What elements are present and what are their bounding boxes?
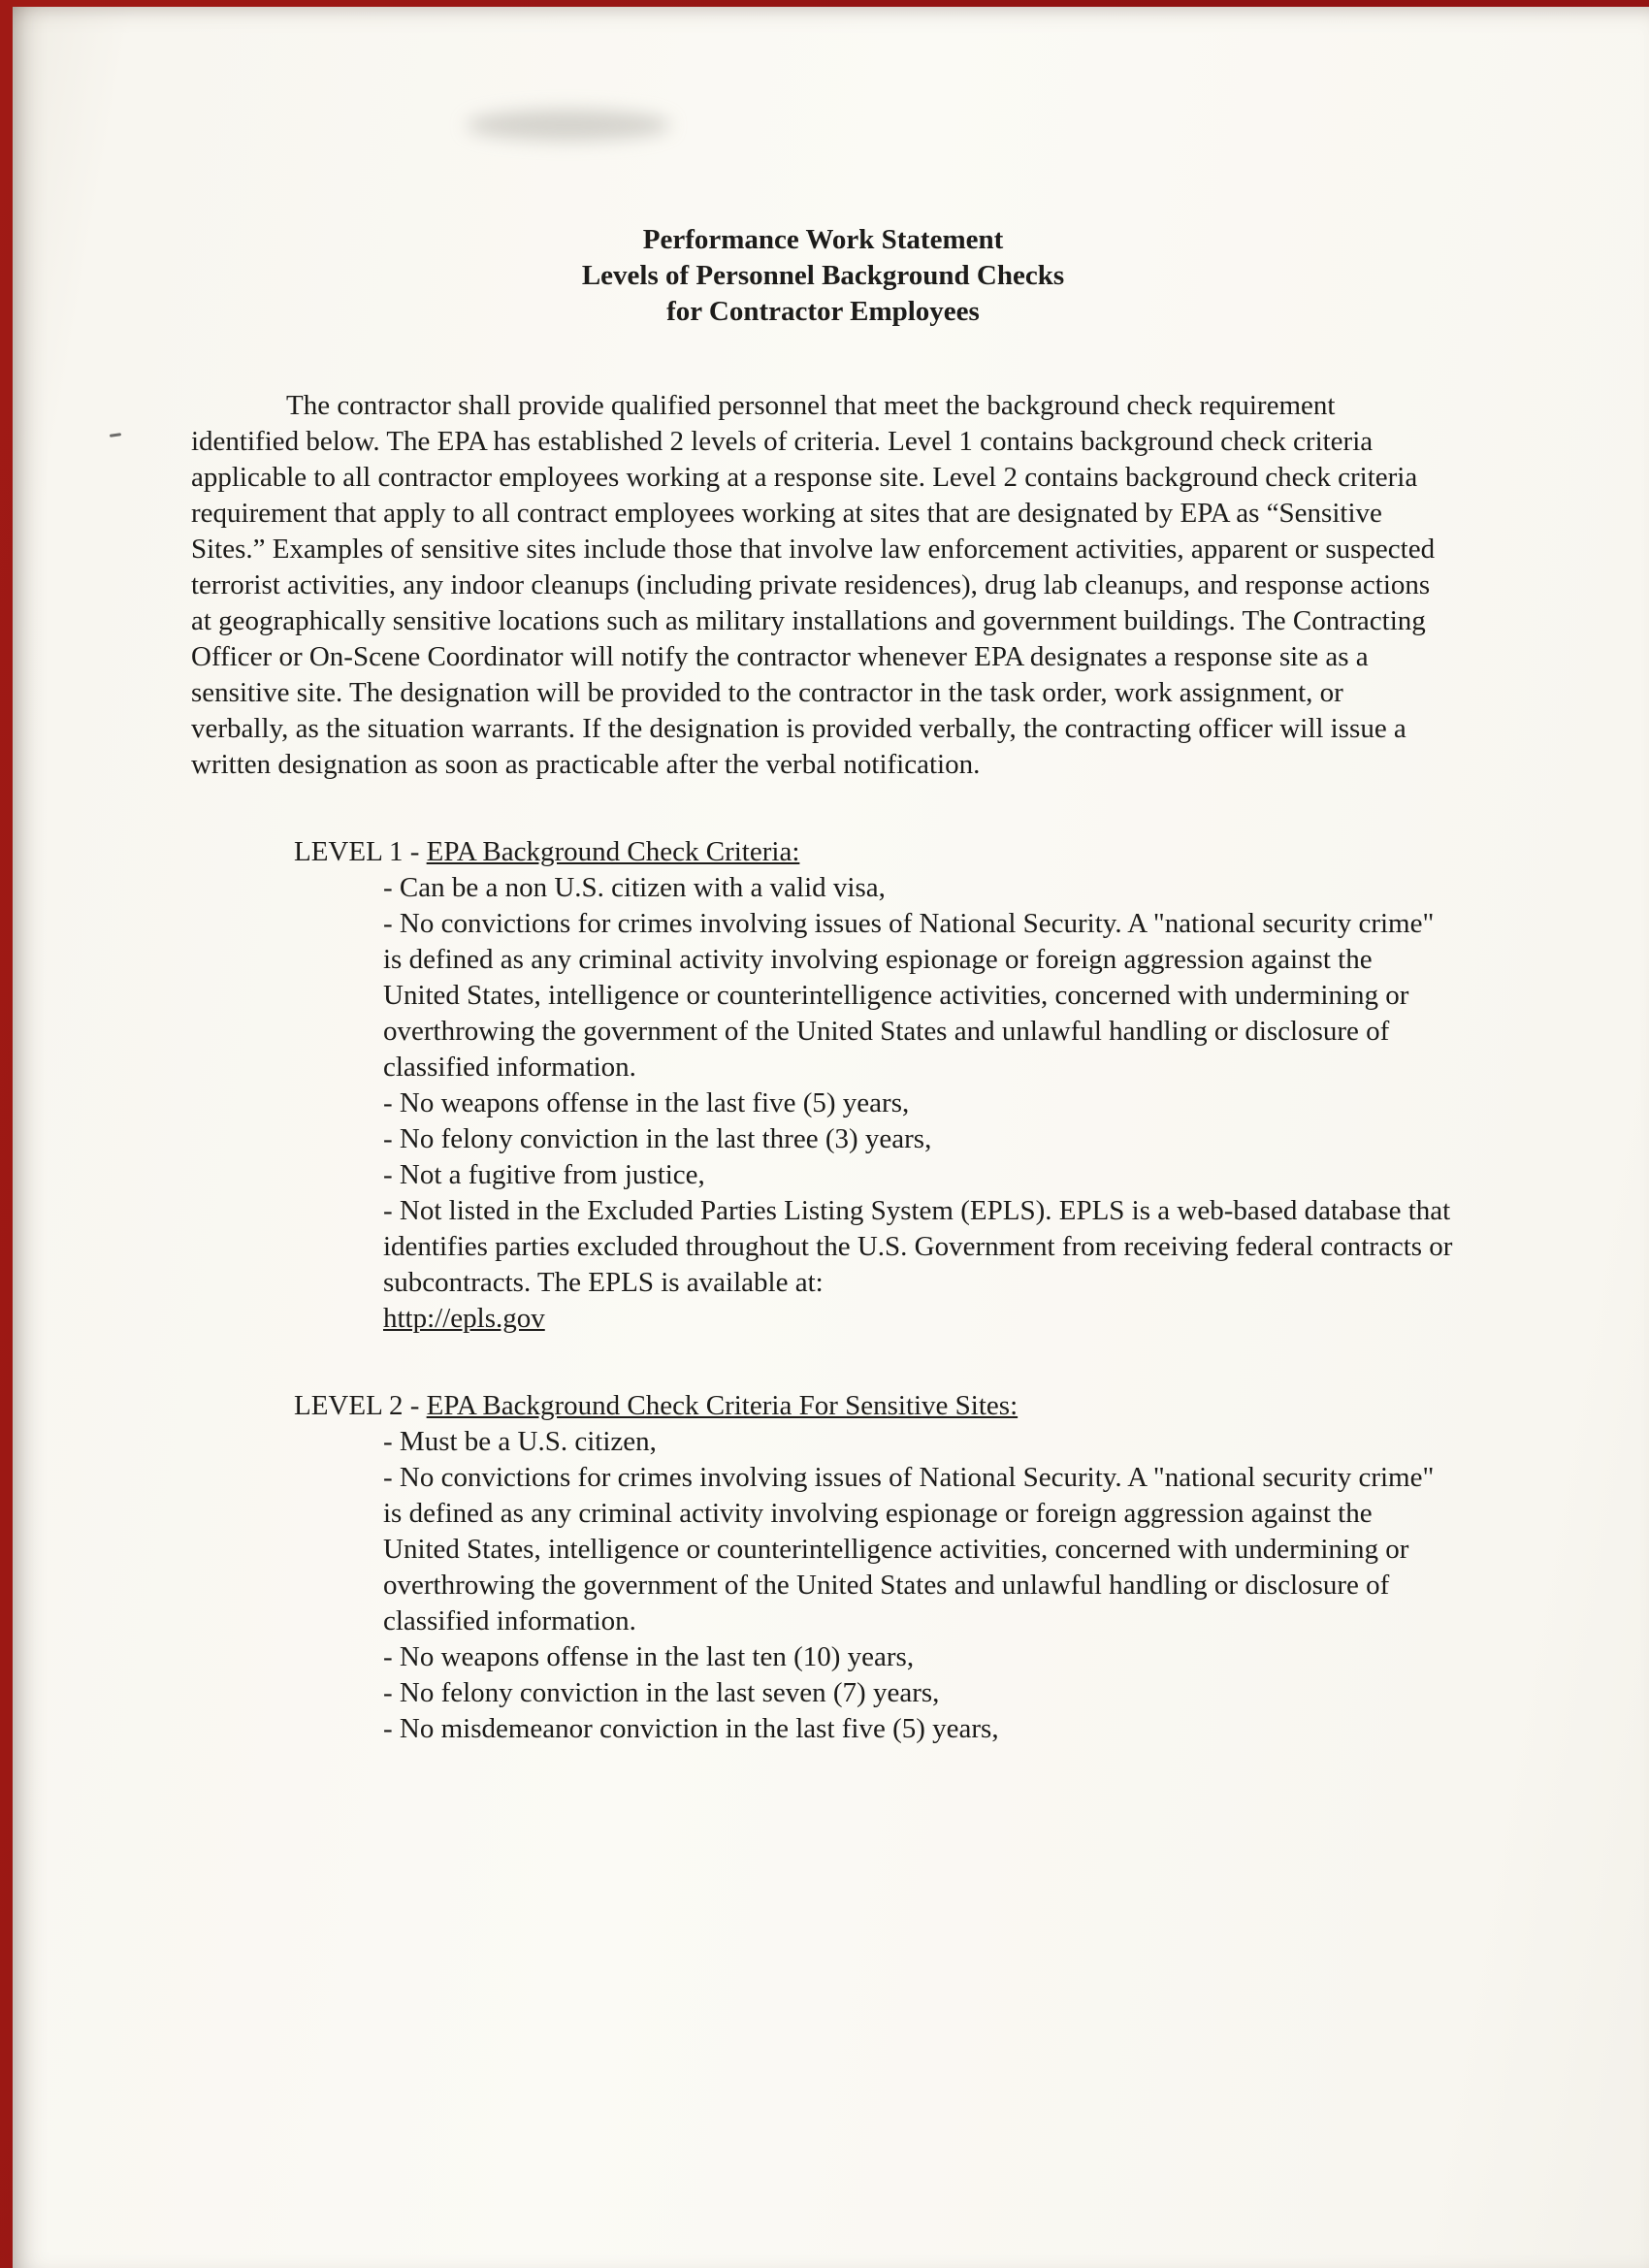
list-item: - Not listed in the Excluded Parties Listing System (EPLS). EPLS is a web-based database that identifies parties excluded throughout the U.S. Government from receiving federal contracts or subcontracts. The EPLS is available at: [383, 1195, 1453, 1298]
list-item: - Not a fugitive from justice, [383, 1159, 705, 1190]
epls-link-line [383, 1301, 1454, 1337]
list-item: - No weapons offense in the last ten (10) years, [383, 1641, 915, 1672]
paper-sheet [13, 7, 1649, 2268]
list-item: - No misdemeanor conviction in the last five (5) years, [383, 1713, 999, 1744]
level1-heading-title: EPA Background Check Criteria: [426, 836, 800, 867]
list-item: - Can be a non U.S. citizen with a valid visa, [383, 872, 886, 903]
epls-link: http://epls.gov [383, 1303, 545, 1334]
list-item: - No convictions for crimes involving issues of National Security. A "national security crime" is defined as any criminal activity involving espionage or foreign aggression against the United States, intelligence or counterintelligence activities, concerned with undermining or overthrowing the government of the United States and unlawful handling or disclosure of classified information. [383, 1462, 1435, 1636]
document-content [13, 7, 1649, 1747]
level2-criteria-list [383, 1424, 1454, 1747]
list-item: - Must be a U.S. citizen, [383, 1426, 657, 1457]
level1-heading-prefix: LEVEL 1 - [294, 836, 427, 867]
level2-heading [294, 1388, 1455, 1424]
level2-heading-title: EPA Background Check Criteria For Sensitive Sites: [426, 1390, 1018, 1421]
list-item: - No convictions for crimes involving issues of National Security. A "national security crime" is defined as any criminal activity involving espionage or foreign aggression against the United States, intelligence or counterintelligence activities, concerned with undermining or overthrowing the government of the United States and unlawful handling or disclosure of classified information. [383, 908, 1435, 1083]
level1-heading [294, 834, 1455, 870]
document-title [191, 222, 1455, 330]
title-line-1: Performance Work Statement [642, 224, 1004, 255]
level2-heading-prefix: LEVEL 2 - [294, 1390, 427, 1421]
list-item: - No felony conviction in the last three (3) years, [383, 1123, 932, 1154]
level1-criteria-list [383, 870, 1454, 1337]
title-line-3: for Contractor Employees [666, 296, 980, 327]
intro-paragraph: The contractor shall provide qualified personnel that meet the background check requirement identified below. The EPA has established 2 levels of criteria. Level 1 contains background check criteria applicable to all contractor employees working at a response site. Level 2 contains background check criteria requirement that apply to all contract employees working at sites that are designated by EPA as “Sensitive Sites.” Examples of sensitive sites include those that involve law enforcement activities, apparent or suspected terrorist activities, any indoor cleanups (including private residences), drug lab cleanups, and response actions at geographically sensitive locations such as military installations and government buildings. The Contracting Officer or On-Scene Coordinator will notify the contractor whenever EPA designates a response site as a sensitive site. The designation will be provided to the contractor in the task order, work assignment, or verbally, as the situation warrants. If the designation is provided verbally, the contracting officer will issue a written designation as soon as practicable after the verbal notification. [191, 390, 1436, 780]
title-line-2: Levels of Personnel Background Checks [581, 260, 1065, 291]
list-item: - No felony conviction in the last seven (7) years, [383, 1677, 940, 1708]
list-item: - No weapons offense in the last five (5) years, [383, 1087, 910, 1118]
